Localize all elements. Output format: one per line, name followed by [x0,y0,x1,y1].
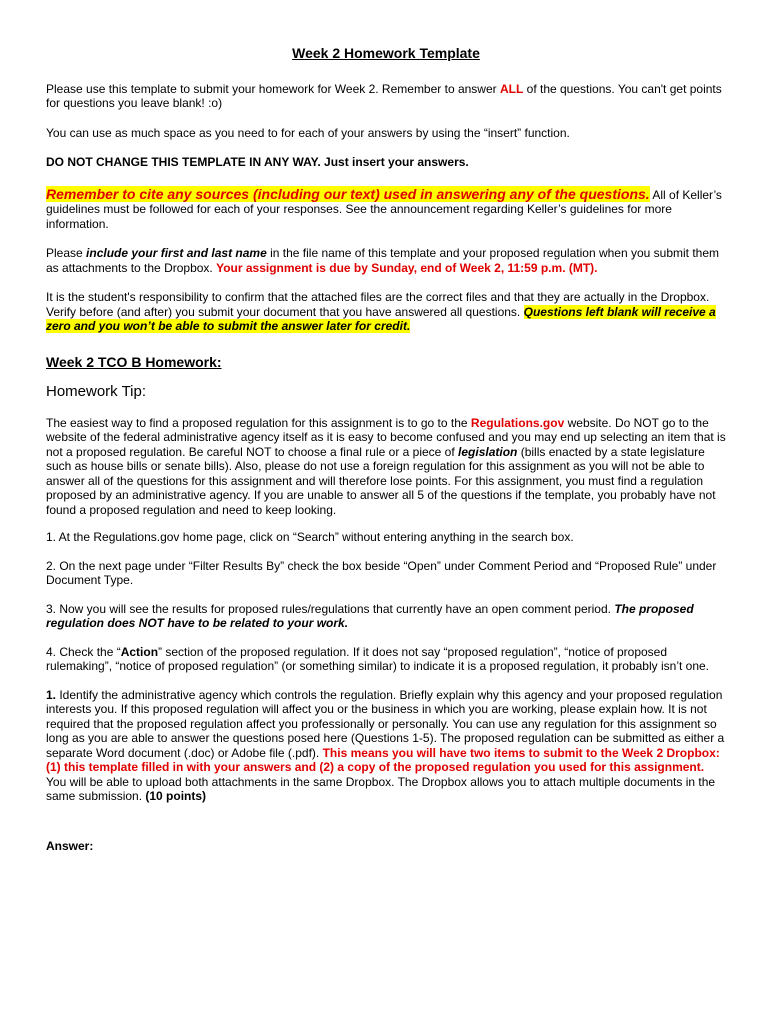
intro-paragraph-1 [46,82,726,111]
legislation-emphasis: legislation [458,444,518,459]
step-3-text: 3. Now you will see the results for proposed rules/regulations that currently have an open comment period. [46,601,615,616]
question-1-text-a: Identify the administrative agency which controls the regulation. Briefly explain why this agency and your proposed regulation interests you. If this proposed regulation will affect you or the business in which you are working, please explain how. It is not required that the proposed regulation affect you professionally or personally. You can use any regulation for this assignment so long as you are able to answer the questions posed here (Questions 1-5). The proposed regulation can be submitted as either a separate Word document (.doc) or Adobe file (.pdf). [46,687,725,760]
step-4-text-a: 4. Check the “ [46,644,121,659]
file-name-text-b: in the file name of this template and your proposed regulation when you submit them as attachments to the Dropbox. [46,246,720,275]
step-3 [46,602,726,631]
document-page [46,40,726,853]
tip-text-a: The easiest way to find a proposed regulation for this assignment is to go to the [46,415,471,430]
responsibility-text: It is the student's responsibility to confirm that the attached files are the correct files and that they are actually in the Dropbox. Verify before (and after) you submit your document that you have answered all questions. [46,290,710,319]
tip-text-c: (bills enacted by a state legislature such as house bills or senate bills). Also, please do not use a foreign regulation for this assignment as you will not be able to answer all of the questions for this assignment and will therefore lose points. For this assignment, you must find a regulation proposed by an administrative agency. If you are unable to answer all 5 of the questions if the template, you probably have not found a proposed regulation and need to keep looking. [46,444,716,517]
cite-sources-highlight: Remember to cite any sources (including our text) used in answering any of the questions. [46,185,650,202]
section-heading: Week 2 TCO B Homework: [46,353,222,370]
do-not-change-notice: DO NOT CHANGE THIS TEMPLATE IN ANY WAY. Just insert your answers. [46,155,469,169]
regulations-gov-link[interactable]: Regulations.gov [470,415,565,430]
include-name-emphasis: include your first and last name [86,246,267,260]
question-1-number: 1. [46,687,57,702]
tip-text-b: website. Do NOT go to the website of the federal administrative agency itself as it is easy to become confused and you may end up selecting an item that is not a proposed regulation. Be careful NOT to choose a final rule or a piece of [46,415,726,459]
due-date-notice: Your assignment is due by Sunday, end of Week 2, 11:59 p.m. (MT). [216,260,598,275]
step-4 [46,645,726,674]
cite-sources-paragraph [46,187,726,232]
question-1-text-b: You will be able to upload both attachments in the same Dropbox. The Dropbox allows you to attach multiple documents in the same submission. [46,774,716,803]
intro-p1-text-a: Please use this template to submit your homework for Week 2. Remember to answer [46,81,500,96]
responsibility-paragraph [46,290,726,334]
step-1: 1. At the Regulations.gov home page, click on “Search” without entering anything in the search box. [46,530,574,544]
answer-label: Answer: [46,838,94,853]
homework-tip-paragraph [46,416,726,518]
intro-paragraph-2: You can use as much space as you need to for each of your answers by using the “insert” function. [46,125,570,140]
question-1 [46,688,726,804]
step-4-text-b: ” section of the proposed regulation. If it does not say “proposed regulation”, “notice of proposed rulemaking”, “notice of proposed regulation” (or something similar) to indicate it is a proposed regulation, it probably isn’t one. [46,644,710,673]
homework-tip-heading: Homework Tip: [46,383,147,400]
blank-questions-warning: Questions left blank will receive a zero and you won’t be able to submit the answer later for credit. [46,304,716,333]
all-emphasis: ALL [499,81,524,96]
file-name-text-a: Please [46,246,87,260]
action-emphasis: Action [120,644,159,659]
step-3-emphasis: The proposed regulation does NOT have to be related to your work. [46,601,694,630]
two-items-notice: This means you will have two items to submit to the Week 2 Dropbox: (1) this template filled in with your answers and (2) a copy of the proposed regulation you used for this assignment. [46,745,720,774]
intro-p1-text-b: of the questions. You can't get points for questions you leave blank! :o) [46,81,722,110]
keller-guidelines-text: All of Keller’s guidelines must be followed for each of your responses. See the announcement regarding Keller’s guidelines for more information. [46,187,722,231]
page-title: Week 2 Homework Template [292,45,480,61]
step-2: 2. On the next page under “Filter Results By” check the box beside “Open” under Comment Period and “Proposed Rule” under Document Type. [46,558,717,587]
question-1-points: (10 points) [145,789,207,803]
file-name-paragraph [46,246,726,275]
